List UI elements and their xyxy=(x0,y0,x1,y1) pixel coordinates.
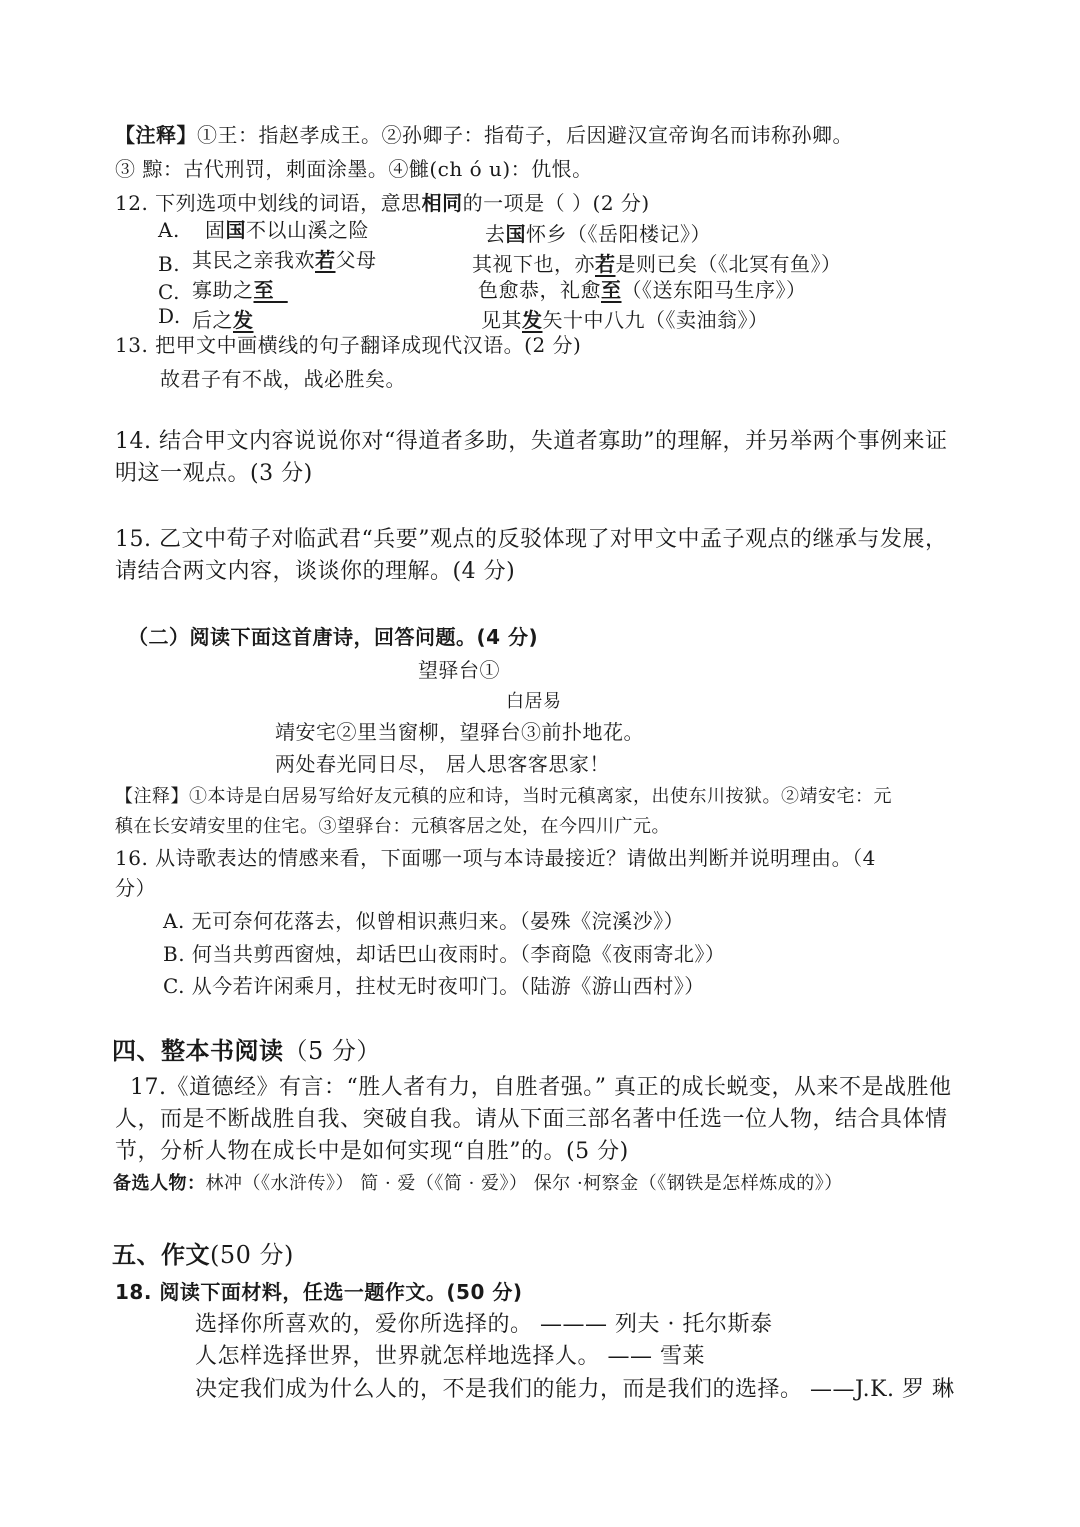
note-label: 【注释】 xyxy=(115,123,197,147)
q12-option-a-left xyxy=(205,216,369,244)
q12-option-c-right xyxy=(478,276,807,304)
q12-a-left-word: 国 xyxy=(225,218,246,242)
q12-option-d-right xyxy=(481,306,769,334)
q16-option-a: A. 无可奈何花落去，似曾相识燕归来。（晏殊《浣溪沙》） xyxy=(163,909,685,933)
q12-b-right-word: 若 xyxy=(595,252,616,276)
candidates-list: 林冲（《水浒传》） 简 · 爱（《简 · 爱》） 保尔 ·柯察金（《钢铁是怎样炼成的》） xyxy=(205,1173,843,1194)
q12-stem xyxy=(115,189,650,217)
q14-line1: 14. 结合甲文内容说说你对“得道者多助，失道者寡助”的理解，并另举两个事例来证 xyxy=(115,429,948,454)
section5-heading xyxy=(112,1241,294,1269)
q12-option-d-left xyxy=(192,306,254,334)
q12-option-b-left xyxy=(192,246,377,274)
q12-b-right-pre: 其视下也，亦 xyxy=(472,252,595,276)
q17-candidates xyxy=(113,1170,843,1198)
note-top-line1 xyxy=(115,121,853,149)
q12-a-left-post: 不以山溪之险 xyxy=(246,218,369,242)
note-top-line2: ③ 黥：古代刑罚，刺面涂墨。④雠(ch ó u)：仇恨。 xyxy=(115,157,593,181)
q12-option-c-letter: C. xyxy=(158,280,180,304)
q14-line2: 明这一观点。(3 分) xyxy=(115,461,313,486)
part2-heading: （二）阅读下面这首唐诗，回答问题。(4 分) xyxy=(128,625,539,649)
quote-2: 人怎样选择世界，世界就怎样地选择人。 —— 雪莱 xyxy=(195,1344,705,1369)
q12-c-right-word: 至 xyxy=(601,278,622,302)
q13-stem: 13. 把甲文中画横线的句子翻译成现代汉语。(2 分) xyxy=(115,333,582,357)
section4-heading xyxy=(112,1037,381,1065)
q17-line1: 17.《道德经》有言：“胜人者有力，自胜者强。” 真正的成长蜕变，从来不是战胜他 xyxy=(130,1075,952,1100)
poem-verse-1: 靖安宅②里当窗柳，望驿台③前扑地花。 xyxy=(275,720,644,744)
q17-line3: 节，分析人物在成长中是如何实现“自胜”的。(5 分) xyxy=(115,1139,629,1164)
poem-title: 望驿台① xyxy=(418,658,500,682)
q12-option-a-right xyxy=(485,220,711,248)
note-text: ①王：指赵孝成王。②孙卿子：指荀子，后因避汉宣帝询名而讳称孙卿。 xyxy=(197,123,853,147)
poem-author: 白居易 xyxy=(506,691,562,712)
q12-d-right-word: 发 xyxy=(522,308,543,332)
q13-sentence: 故君子有不战，战必胜矣。 xyxy=(160,367,406,391)
section4-points: （5 分） xyxy=(283,1037,381,1065)
poem-note-line2: 稹在长安靖安里的住宅。③望驿台：元稹客居之处，在今四川广元。 xyxy=(115,816,670,837)
section5-points: (50 分) xyxy=(210,1241,294,1269)
q12-a-right-post: 怀乡（《岳阳楼记》） xyxy=(526,222,711,246)
q12-option-a-letter: A. xyxy=(158,218,180,242)
q17-line2: 人，而是不断战胜自我、突破自我。请从下面三部名著中任选一位人物，结合具体情 xyxy=(115,1107,948,1132)
q12-option-b-letter: B. xyxy=(158,252,181,276)
section4-title: 四、整本书阅读 xyxy=(112,1037,284,1065)
q12-stem-post: 的一项是（ ）(2 分) xyxy=(462,191,650,215)
q12-b-left-pre: 其民之亲我欢 xyxy=(192,248,315,272)
q12-a-right-word: 国 xyxy=(505,222,526,246)
q12-option-c-left xyxy=(192,276,288,304)
q12-d-right-post: 矢十中八九（《卖油翁》） xyxy=(542,308,769,332)
q12-option-d-letter: D. xyxy=(158,304,181,328)
quote-1: 选择你所喜欢的，爱你所选择的。 ——— 列夫 · 托尔斯泰 xyxy=(195,1312,773,1337)
candidates-label: 备选人物： xyxy=(113,1173,206,1194)
q15-line1: 15. 乙文中荀子对临武君“兵要”观点的反驳体现了对甲文中孟子观点的继承与发展， xyxy=(115,527,948,552)
q12-d-right-pre: 见其 xyxy=(481,308,522,332)
q12-d-left-pre: 后之 xyxy=(192,308,233,332)
q12-b-left-word: 若 xyxy=(315,248,336,272)
q16-option-c: C. 从今若许闲乘月，拄杖无时夜叩门。（陆游《游山西村》） xyxy=(163,974,705,998)
q16-line2: 分） xyxy=(115,876,156,900)
q12-stem-pre: 12. 下列选项中划线的词语，意思 xyxy=(115,191,422,215)
section5-title: 五、作文 xyxy=(112,1241,210,1269)
q12-c-left-pre: 寡助之 xyxy=(192,278,254,302)
q12-option-b-right xyxy=(472,250,842,278)
q12-c-left-word: 至 xyxy=(253,278,274,302)
q12-d-left-word: 发 xyxy=(233,308,254,332)
q12-b-right-post: 是则已矣（《北冥有鱼》） xyxy=(615,252,842,276)
q16-option-b: B. 何当共剪西窗烛，却话巴山夜雨时。（李商隐《夜雨寄北》） xyxy=(163,942,726,966)
q15-line2: 请结合两文内容，谈谈你的理解。(4 分) xyxy=(115,559,516,584)
poem-verse-2: 两处春光同日尽， 居人思客客思家！ xyxy=(275,752,610,776)
q12-c-right-pre: 色愈恭，礼愈 xyxy=(478,278,601,302)
q12-a-right-pre: 去 xyxy=(485,222,506,246)
q12-c-right-post: （《送东阳马生序》） xyxy=(621,278,807,302)
q12-stem-bold: 相同 xyxy=(421,191,463,215)
q16-line1: 16. 从诗歌表达的情感来看，下面哪一项与本诗最接近？请做出判断并说明理由。（4 xyxy=(115,846,876,870)
q12-b-left-post: 父母 xyxy=(335,248,377,272)
q12-a-left-pre: 固 xyxy=(205,218,226,242)
quote-3: 决定我们成为什么人的，不是我们的能力，而是我们的选择。 ——J.K. 罗 琳 xyxy=(195,1377,955,1402)
q18-stem: 18. 阅读下面材料，任选一题作文。(50 分) xyxy=(115,1280,523,1304)
poem-note-line1: 【注释】①本诗是白居易写给好友元稹的应和诗，当时元稹离家，出使东川按狱。②靖安宅：元 xyxy=(115,786,892,807)
